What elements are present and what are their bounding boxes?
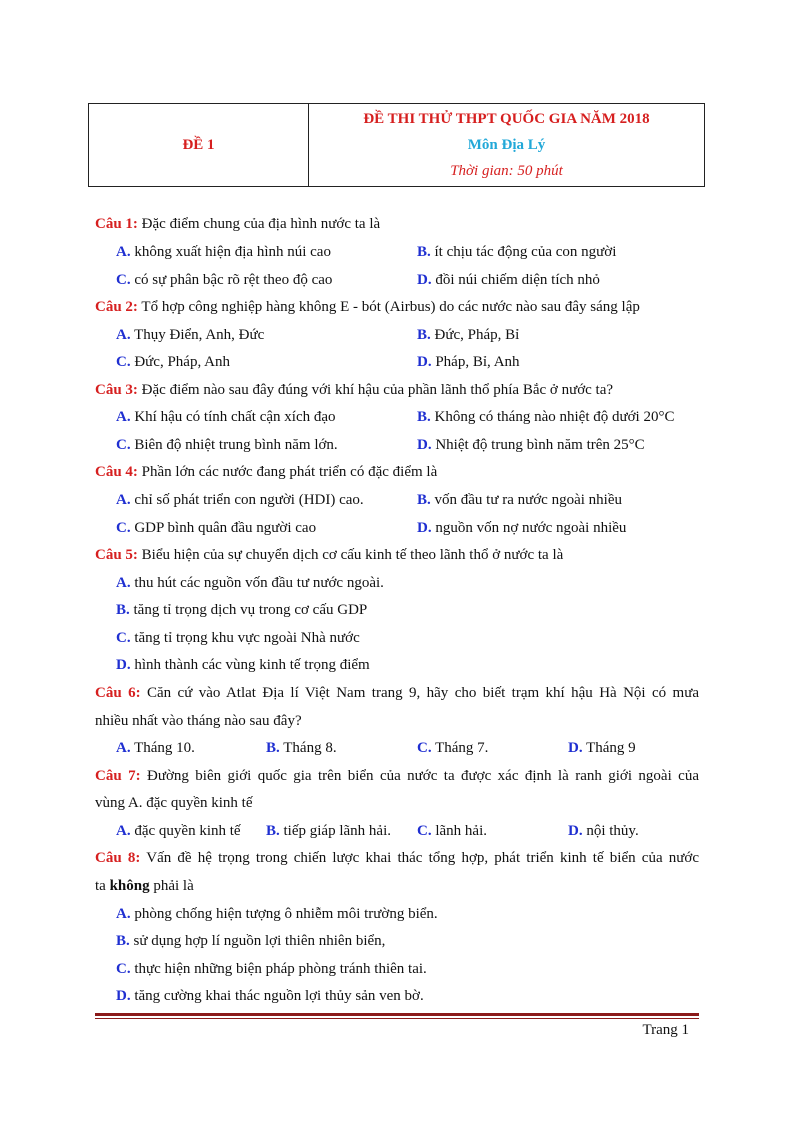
option-text: lãnh hải.: [431, 823, 487, 839]
question-label: Câu 7:: [95, 768, 141, 784]
question-6: [95, 683, 699, 703]
option-2b: [417, 325, 519, 345]
question-8: [95, 848, 699, 868]
option-4c: [116, 518, 316, 538]
option-6b: [266, 738, 337, 758]
option-label: D.: [417, 520, 432, 536]
option-3b: [417, 407, 674, 427]
option-label: A.: [116, 823, 131, 839]
option-text: tăng tỉ trọng dịch vụ trong cơ cấu GDP: [129, 602, 368, 618]
option-label: D.: [417, 354, 432, 370]
option-label: B.: [417, 409, 431, 425]
option-label: B.: [116, 602, 130, 618]
question-text: Đường biên giới quốc gia trên biển của nước ta được xác định là ranh giới ngoài của: [140, 768, 699, 784]
footer-divider-thin: [95, 1018, 699, 1019]
option-text: vốn đầu tư ra nước ngoài nhiều: [430, 492, 622, 508]
option-label: B.: [116, 933, 130, 949]
question-3: [95, 380, 613, 400]
option-text: Nhiệt độ trung bình năm trên 25°C: [431, 437, 645, 453]
option-text: chỉ số phát triển con người (HDI) cao.: [130, 492, 364, 508]
option-label: A.: [116, 409, 131, 425]
question-label: Câu 2:: [95, 299, 138, 315]
question-5: [95, 545, 563, 565]
option-8a: [116, 904, 438, 924]
option-text: hình thành các vùng kinh tế trọng điểm: [130, 657, 370, 673]
option-text: Tháng 7.: [431, 740, 489, 756]
option-label: A.: [116, 492, 131, 508]
option-8c: [116, 959, 427, 979]
option-3a: [116, 407, 336, 427]
option-1c: [116, 270, 332, 290]
option-1b: [417, 242, 616, 262]
page-number: Trang 1: [642, 1022, 689, 1038]
option-text: Pháp, Bỉ, Anh: [431, 354, 520, 370]
option-label: A.: [116, 327, 131, 343]
option-3d: [417, 435, 645, 455]
option-label: C.: [417, 823, 432, 839]
question-label: Câu 8:: [95, 850, 141, 866]
option-7d: [568, 821, 639, 841]
exam-subject: Môn Địa Lý: [467, 136, 546, 153]
option-text: Tháng 9: [582, 740, 636, 756]
question-text: Phần lớn các nước đang phát triển có đặc điểm là: [137, 464, 438, 480]
option-6c: [417, 738, 488, 758]
option-label: C.: [116, 961, 131, 977]
option-text: nguồn vốn nợ nước ngoài nhiều: [431, 520, 627, 536]
question-text: Căn cứ vào Atlat Địa lí Việt Nam trang 9, hãy cho biết trạm khí hậu Hà Nội có mưa: [140, 685, 699, 701]
option-1a: [116, 242, 331, 262]
option-label: C.: [417, 740, 432, 756]
question-6-cont: nhiều nhất vào tháng nào sau đây?: [95, 713, 302, 729]
question-text: Đặc điểm nào sau đây đúng với khí hậu của phần lãnh thổ phía Bắc ở nước ta?: [137, 382, 614, 398]
question-8-cont: [95, 876, 194, 896]
option-label: B.: [417, 492, 431, 508]
option-text: phòng chống hiện tượng ô nhiễm môi trường biển.: [130, 906, 438, 922]
option-label: D.: [116, 988, 131, 1004]
header-table: [88, 103, 705, 187]
question-1: [95, 214, 380, 234]
option-label: C.: [116, 437, 131, 453]
option-text: Biên độ nhiệt trung bình năm lớn.: [130, 437, 338, 453]
question-text: Biểu hiện của sự chuyển dịch cơ cấu kinh tế theo lãnh thổ ở nước ta là: [137, 547, 564, 563]
option-text: sử dụng hợp lí nguồn lợi thiên nhiên biển,: [129, 933, 386, 949]
option-label: C.: [116, 520, 131, 536]
option-label: A.: [116, 906, 131, 922]
option-label: D.: [568, 823, 583, 839]
option-5d: [116, 655, 370, 675]
option-text: thu hút các nguồn vốn đầu tư nước ngoài.: [130, 575, 384, 591]
question-emphasis: không: [109, 878, 150, 894]
option-4b: [417, 490, 622, 510]
option-label: A.: [116, 740, 131, 756]
option-5a: [116, 573, 384, 593]
question-label: Câu 5:: [95, 547, 138, 563]
option-label: D.: [116, 657, 131, 673]
option-text: tăng cường khai thác nguồn lợi thủy sản ven bờ.: [130, 988, 424, 1004]
option-label: B.: [417, 327, 431, 343]
question-label: Câu 3:: [95, 382, 138, 398]
question-text: Đặc điểm chung của địa hình nước ta là: [137, 216, 381, 232]
question-2: [95, 297, 640, 317]
option-7c: [417, 821, 487, 841]
option-label: D.: [417, 272, 432, 288]
option-text: Đức, Pháp, Bỉ: [430, 327, 520, 343]
option-label: C.: [116, 272, 131, 288]
option-1d: [417, 270, 600, 290]
exam-info: [309, 104, 704, 186]
option-text: nội thủy.: [582, 823, 639, 839]
option-5b: [116, 600, 367, 620]
option-7b: [266, 821, 391, 841]
option-text: thực hiện những biện pháp phòng tránh thiên tai.: [130, 961, 427, 977]
option-text: Khí hậu có tính chất cận xích đạo: [130, 409, 336, 425]
option-3c: [116, 435, 338, 455]
option-label: B.: [266, 740, 280, 756]
option-text: ít chịu tác động của con người: [430, 244, 617, 260]
option-text: không xuất hiện địa hình núi cao: [130, 244, 331, 260]
option-8d: [116, 986, 424, 1006]
option-text: có sự phân bậc rõ rệt theo độ cao: [130, 272, 333, 288]
option-7a: [116, 821, 241, 841]
option-4a: [116, 490, 364, 510]
option-8b: [116, 931, 385, 951]
option-4d: [417, 518, 626, 538]
option-label: B.: [266, 823, 280, 839]
option-6d: [568, 738, 636, 758]
question-7-cont: vùng A. đặc quyền kinh tế: [95, 795, 253, 811]
question-text: Tổ hợp công nghiệp hàng không E - bót (Airbus) do các nước nào sau đây sáng lập: [137, 299, 640, 315]
question-label: Câu 6:: [95, 685, 141, 701]
option-label: D.: [417, 437, 432, 453]
option-label: C.: [116, 630, 131, 646]
option-text: đặc quyền kinh tế: [130, 823, 241, 839]
option-label: C.: [116, 354, 131, 370]
option-label: D.: [568, 740, 583, 756]
exam-code: ĐỀ 1: [89, 104, 309, 186]
question-7: [95, 766, 699, 786]
question-label: Câu 1:: [95, 216, 138, 232]
question-text: ta: [95, 878, 110, 894]
option-6a: [116, 738, 195, 758]
option-label: A.: [116, 244, 131, 260]
option-label: B.: [417, 244, 431, 260]
exam-duration: Thời gian: 50 phút: [450, 162, 563, 179]
option-text: tăng tỉ trọng khu vực ngoài Nhà nước: [130, 630, 360, 646]
option-text: Tháng 8.: [279, 740, 337, 756]
question-text: phải là: [149, 878, 194, 894]
option-text: Đức, Pháp, Anh: [130, 354, 230, 370]
question-label: Câu 4:: [95, 464, 138, 480]
option-text: tiếp giáp lãnh hải.: [279, 823, 391, 839]
question-4: [95, 462, 437, 482]
question-text: Vấn đề hệ trọng trong chiến lược khai thác tổng hợp, phát triển kinh tế biển của nước: [140, 850, 699, 866]
option-2a: [116, 325, 264, 345]
option-text: Thụy Điển, Anh, Đức: [130, 327, 265, 343]
footer-divider: [95, 1013, 699, 1016]
option-text: GDP bình quân đầu người cao: [130, 520, 317, 536]
exam-title: ĐỀ THI THỬ THPT QUỐC GIA NĂM 2018: [363, 110, 650, 127]
option-text: Tháng 10.: [130, 740, 195, 756]
option-label: A.: [116, 575, 131, 591]
option-text: Không có tháng nào nhiệt độ dưới 20°C: [430, 409, 675, 425]
option-text: đồi núi chiếm diện tích nhỏ: [431, 272, 600, 288]
option-2d: [417, 352, 520, 372]
option-2c: [116, 352, 230, 372]
option-5c: [116, 628, 360, 648]
